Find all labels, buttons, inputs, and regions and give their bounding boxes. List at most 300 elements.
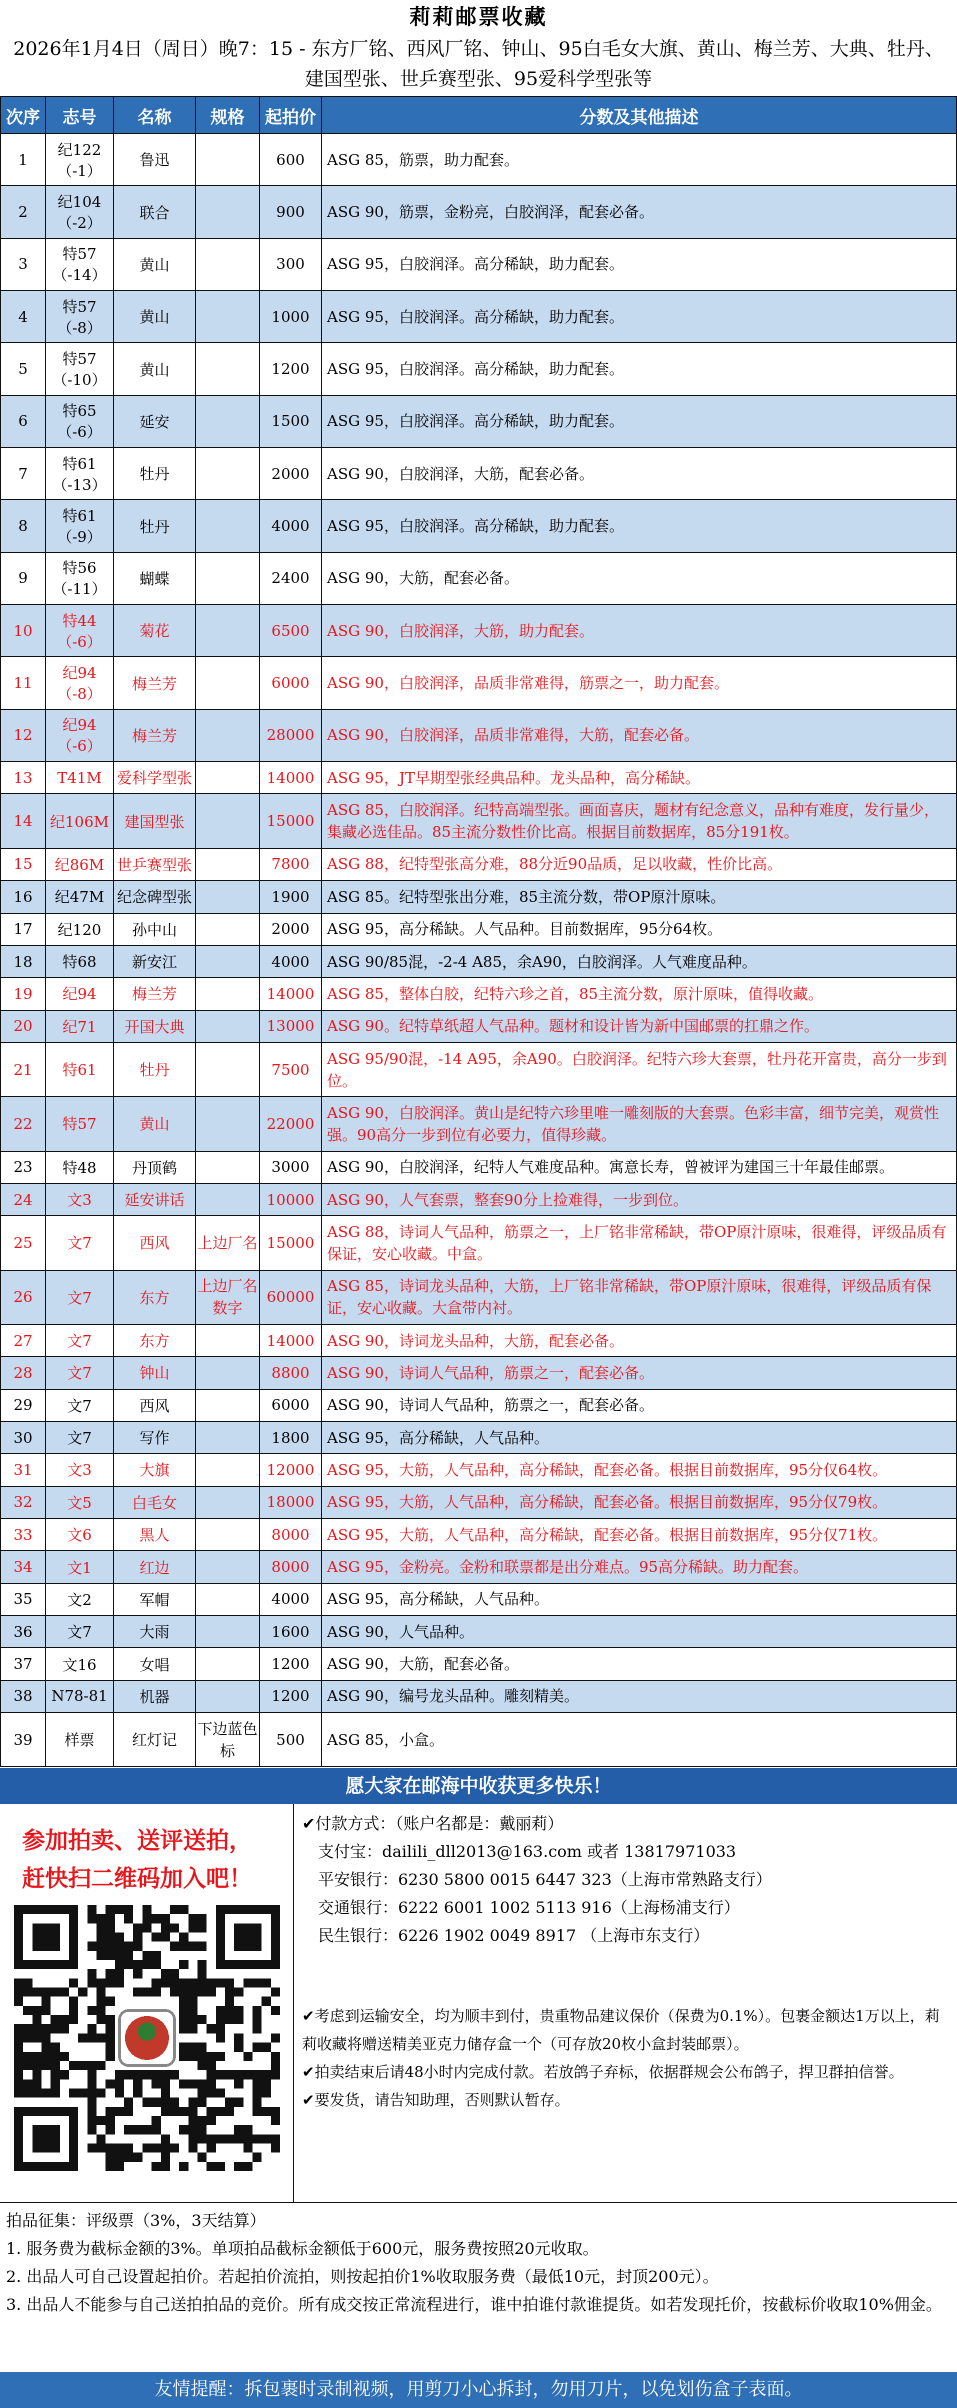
stamp-name: 牡丹 bbox=[114, 448, 196, 500]
table-row bbox=[1, 1713, 957, 1767]
stamp-spec bbox=[196, 657, 260, 709]
stamp-code: 特61 bbox=[46, 1042, 114, 1096]
grade-description: ASG 90，白胶润泽，大筋，助力配套。 bbox=[322, 605, 957, 657]
table-row bbox=[1, 762, 957, 794]
stamp-code: 纪94 bbox=[46, 978, 114, 1010]
stamp-spec bbox=[196, 1042, 260, 1096]
lot-number: 22 bbox=[1, 1097, 46, 1151]
grade-description: ASG 95，大筋，人气品种，高分稀缺，配套必备。根据目前数据库，95分仅79枚。 bbox=[322, 1486, 957, 1518]
stamp-spec bbox=[196, 709, 260, 761]
column-header: 志号 bbox=[46, 97, 114, 134]
starting-price: 1200 bbox=[260, 1648, 322, 1680]
grade-description: ASG 95，白胶润泽。高分稀缺，助力配套。 bbox=[322, 238, 957, 290]
stamp-name: 女唱 bbox=[114, 1648, 196, 1680]
note-item: ✔要发货，请告知助理，否则默认暂存。 bbox=[302, 2091, 570, 2109]
stamp-spec: 上边厂名 bbox=[196, 1216, 260, 1270]
stamp-code: 纪47M bbox=[46, 881, 114, 913]
stamp-spec: 上边厂名数字 bbox=[196, 1270, 260, 1324]
stamp-code: 纪94（-6） bbox=[46, 709, 114, 761]
stamp-code: 文3 bbox=[46, 1183, 114, 1215]
terms-item: 3. 出品人不能参与自己送拍拍品的竞价。所有成交按正常流程进行，谁中拍谁付款谁提货。如若发现托价，按截标价收取10%佣金。 bbox=[6, 2295, 942, 2314]
stamp-spec bbox=[196, 978, 260, 1010]
lot-number: 12 bbox=[1, 709, 46, 761]
join-panel bbox=[0, 1804, 294, 2202]
stamp-name: 菊花 bbox=[114, 605, 196, 657]
grade-description: ASG 90，大筋，配套必备。 bbox=[322, 552, 957, 604]
stamp-code: 文6 bbox=[46, 1519, 114, 1551]
stamp-name: 鲁迅 bbox=[114, 134, 196, 186]
lot-number: 33 bbox=[1, 1519, 46, 1551]
stamp-code: 文5 bbox=[46, 1486, 114, 1518]
lot-number: 2 bbox=[1, 186, 46, 238]
banner: 愿大家在邮海中收获更多快乐！ bbox=[0, 1768, 957, 1804]
stamp-name: 大旗 bbox=[114, 1454, 196, 1486]
stamp-name: 黄山 bbox=[114, 1097, 196, 1151]
grade-description: ASG 85，白胶润泽。纪特高端型张。画面喜庆，题材有纪念意义，品种有难度，发行量少，集藏必选佳品。85主流分数性价比高。根据目前数据库，85分191枚。 bbox=[322, 794, 957, 848]
stamp-code: 特57（-14） bbox=[46, 238, 114, 290]
stamp-spec bbox=[196, 1183, 260, 1215]
stamp-spec bbox=[196, 913, 260, 945]
table-row bbox=[1, 848, 957, 880]
lot-number: 8 bbox=[1, 500, 46, 552]
stamp-code: 文3 bbox=[46, 1454, 114, 1486]
lot-number: 30 bbox=[1, 1421, 46, 1453]
lot-number: 1 bbox=[1, 134, 46, 186]
terms-item: 2. 出品人可自己设置起拍价。若起拍价流拍，则按起拍价1%收取服务费（最低10元，封顶200元）。 bbox=[6, 2267, 719, 2286]
grade-description: ASG 90，诗词龙头品种，大筋，配套必备。 bbox=[322, 1324, 957, 1356]
payment-panel bbox=[294, 1804, 957, 2202]
starting-price: 6000 bbox=[260, 657, 322, 709]
starting-price: 600 bbox=[260, 134, 322, 186]
starting-price: 7500 bbox=[260, 1042, 322, 1096]
stamp-spec bbox=[196, 1097, 260, 1151]
stamp-code: 文1 bbox=[46, 1551, 114, 1583]
grade-description: ASG 95，JT早期型张经典品种。龙头品种，高分稀缺。 bbox=[322, 762, 957, 794]
starting-price: 14000 bbox=[260, 762, 322, 794]
terms-item: 1. 服务费为截标金额的3%。单项拍品截标金额低于600元，服务费按照20元收取。 bbox=[6, 2239, 599, 2258]
qr-code-image[interactable] bbox=[14, 1902, 280, 2174]
stamp-name: 白毛女 bbox=[114, 1486, 196, 1518]
grade-description: ASG 95，高分稀缺，人气品种。 bbox=[322, 1421, 957, 1453]
column-header: 名称 bbox=[114, 97, 196, 134]
table-row bbox=[1, 1097, 957, 1151]
grade-description: ASG 90，白胶润泽，品质非常难得，筋票之一，助力配套。 bbox=[322, 657, 957, 709]
table-row bbox=[1, 1010, 957, 1042]
stamp-name: 联合 bbox=[114, 186, 196, 238]
starting-price: 1800 bbox=[260, 1421, 322, 1453]
stamp-code: 样票 bbox=[46, 1713, 114, 1767]
starting-price: 1900 bbox=[260, 881, 322, 913]
table-row bbox=[1, 1151, 957, 1183]
lot-number: 38 bbox=[1, 1680, 46, 1712]
stamp-name: 黄山 bbox=[114, 238, 196, 290]
stamp-spec bbox=[196, 1324, 260, 1356]
table-row bbox=[1, 1389, 957, 1421]
stamp-code: 纪106M bbox=[46, 794, 114, 848]
starting-price: 8800 bbox=[260, 1357, 322, 1389]
stamp-name: 牡丹 bbox=[114, 500, 196, 552]
stamp-spec bbox=[196, 291, 260, 343]
table-row bbox=[1, 1421, 957, 1453]
stamp-name: 牡丹 bbox=[114, 1042, 196, 1096]
table-row bbox=[1, 1648, 957, 1680]
starting-price: 10000 bbox=[260, 1183, 322, 1215]
bank-account: 交通银行：6222 6001 1002 5113 916（上海杨浦支行） bbox=[318, 1898, 740, 1917]
lot-number: 9 bbox=[1, 552, 46, 604]
starting-price: 15000 bbox=[260, 794, 322, 848]
stamp-spec bbox=[196, 1519, 260, 1551]
stamp-code: 文7 bbox=[46, 1270, 114, 1324]
stamp-code: 文7 bbox=[46, 1216, 114, 1270]
stamp-code: 文7 bbox=[46, 1357, 114, 1389]
stamp-spec bbox=[196, 1680, 260, 1712]
stamp-spec bbox=[196, 945, 260, 977]
note-item: ✔拍卖结束后请48小时内完成付款。若放鸽子弃标，依据群规会公布鸽子，捍卫群拍信誉。 bbox=[302, 2063, 904, 2081]
table-row bbox=[1, 1519, 957, 1551]
lot-number: 37 bbox=[1, 1648, 46, 1680]
starting-price: 13000 bbox=[260, 1010, 322, 1042]
stamp-spec bbox=[196, 552, 260, 604]
table-row bbox=[1, 500, 957, 552]
lot-number: 18 bbox=[1, 945, 46, 977]
table-row bbox=[1, 1680, 957, 1712]
grade-description: ASG 85，整体白胶，纪特六珍之首，85主流分数，原汁原味，值得收藏。 bbox=[322, 978, 957, 1010]
stamp-code: 文16 bbox=[46, 1648, 114, 1680]
bank-account: 民生银行：6226 1902 0049 8917 （上海市东支行） bbox=[318, 1926, 710, 1945]
stamp-code: 文7 bbox=[46, 1324, 114, 1356]
stamp-spec bbox=[196, 881, 260, 913]
stamp-name: 世乒赛型张 bbox=[114, 848, 196, 880]
stamp-spec bbox=[196, 1583, 260, 1615]
grade-description: ASG 90，白胶润泽。黄山是纪特六珍里唯一雕刻版的大套票。色彩丰富，细节完美，观赏性强。90高分一步到位有必要力，值得珍藏。 bbox=[322, 1097, 957, 1151]
stamp-code: 文2 bbox=[46, 1583, 114, 1615]
grade-description: ASG 90，筋票，金粉亮，白胶润泽，配套必备。 bbox=[322, 186, 957, 238]
stamp-spec bbox=[196, 1151, 260, 1183]
starting-price: 3000 bbox=[260, 1151, 322, 1183]
grade-description: ASG 90，编号龙头品种。雕刻精美。 bbox=[322, 1680, 957, 1712]
lot-number: 36 bbox=[1, 1616, 46, 1648]
grade-description: ASG 90，人气品种。 bbox=[322, 1616, 957, 1648]
starting-price: 1500 bbox=[260, 395, 322, 447]
stamp-name: 东方 bbox=[114, 1324, 196, 1356]
grade-description: ASG 95，大筋，人气品种，高分稀缺，配套必备。根据目前数据库，95分仅71枚。 bbox=[322, 1519, 957, 1551]
table-row bbox=[1, 794, 957, 848]
grade-description: ASG 85。纪特型张出分难，85主流分数，带OP原汁原味。 bbox=[322, 881, 957, 913]
starting-price: 14000 bbox=[260, 978, 322, 1010]
stamp-name: 机器 bbox=[114, 1680, 196, 1712]
stamp-spec bbox=[196, 500, 260, 552]
starting-price: 60000 bbox=[260, 1270, 322, 1324]
grade-description: ASG 95，白胶润泽。高分稀缺，助力配套。 bbox=[322, 500, 957, 552]
lot-number: 26 bbox=[1, 1270, 46, 1324]
stamp-code: 特57（-10） bbox=[46, 343, 114, 395]
table-row bbox=[1, 1486, 957, 1518]
stamp-name: 写作 bbox=[114, 1421, 196, 1453]
header bbox=[0, 0, 957, 96]
grade-description: ASG 90，大筋，配套必备。 bbox=[322, 1648, 957, 1680]
lot-number: 19 bbox=[1, 978, 46, 1010]
table-row bbox=[1, 1270, 957, 1324]
grade-description: ASG 95，白胶润泽。高分稀缺，助力配套。 bbox=[322, 291, 957, 343]
table-body bbox=[1, 134, 957, 1767]
table-header-row bbox=[1, 97, 957, 134]
stamp-code: 特57（-8） bbox=[46, 291, 114, 343]
starting-price: 2400 bbox=[260, 552, 322, 604]
shipping-notes bbox=[302, 2002, 952, 2114]
table-row bbox=[1, 605, 957, 657]
stamp-name: 东方 bbox=[114, 1270, 196, 1324]
grade-description: ASG 85，筋票，助力配套。 bbox=[322, 134, 957, 186]
starting-price: 2000 bbox=[260, 448, 322, 500]
table-row bbox=[1, 881, 957, 913]
table-row bbox=[1, 657, 957, 709]
stamp-spec bbox=[196, 1551, 260, 1583]
auction-table bbox=[0, 96, 957, 1767]
starting-price: 7800 bbox=[260, 848, 322, 880]
starting-price: 900 bbox=[260, 186, 322, 238]
stamp-code: 文7 bbox=[46, 1389, 114, 1421]
grade-description: ASG 90，白胶润泽，纪特人气难度品种。寓意长寿，曾被评为建国三十年最佳邮票。 bbox=[322, 1151, 957, 1183]
table-row bbox=[1, 1324, 957, 1356]
starting-price: 8000 bbox=[260, 1519, 322, 1551]
stamp-spec bbox=[196, 1486, 260, 1518]
grade-description: ASG 95，高分稀缺。人气品种。目前数据库，95分64枚。 bbox=[322, 913, 957, 945]
stamp-code: 特61（-13） bbox=[46, 448, 114, 500]
lot-number: 29 bbox=[1, 1389, 46, 1421]
stamp-spec bbox=[196, 448, 260, 500]
starting-price: 4000 bbox=[260, 945, 322, 977]
bank-account: 平安银行：6230 5800 0015 6447 323（上海市常熟路支行） bbox=[318, 1870, 772, 1889]
stamp-name: 大雨 bbox=[114, 1616, 196, 1648]
lot-number: 21 bbox=[1, 1042, 46, 1096]
table-row bbox=[1, 1357, 957, 1389]
stamp-name: 延安讲话 bbox=[114, 1183, 196, 1215]
grade-description: ASG 85，诗词龙头品种，大筋，上厂铭非常稀缺，带OP原汁原味，很难得，评级品质有保证，安心收藏。大盒带内衬。 bbox=[322, 1270, 957, 1324]
lot-number: 20 bbox=[1, 1010, 46, 1042]
grade-description: ASG 88，诗词人气品种，筋票之一，上厂铭非常稀缺，带OP原汁原味，很难得，评级品质有保证，安心收藏。中盒。 bbox=[322, 1216, 957, 1270]
starting-price: 2000 bbox=[260, 913, 322, 945]
starting-price: 4000 bbox=[260, 1583, 322, 1615]
stamp-name: 梅兰芳 bbox=[114, 657, 196, 709]
table-row bbox=[1, 552, 957, 604]
grade-description: ASG 90/85混，-2-4 A85，余A90，白胶润泽。人气难度品种。 bbox=[322, 945, 957, 977]
grade-description: ASG 95，白胶润泽。高分稀缺，助力配套。 bbox=[322, 343, 957, 395]
table-row bbox=[1, 1616, 957, 1648]
stamp-code: 纪120 bbox=[46, 913, 114, 945]
grade-description: ASG 95，大筋，人气品种，高分稀缺，配套必备。根据目前数据库，95分仅64枚。 bbox=[322, 1454, 957, 1486]
lot-number: 6 bbox=[1, 395, 46, 447]
grade-description: ASG 90，诗词人气品种，筋票之一，配套必备。 bbox=[322, 1357, 957, 1389]
stamp-code: 特44（-6） bbox=[46, 605, 114, 657]
table-row bbox=[1, 978, 957, 1010]
table-row bbox=[1, 1216, 957, 1270]
note-item: ✔考虑到运输安全，均为顺丰到付，贵重物品建议保价（保费为0.1%）。包裹金额达1万以上，莉莉收藏将赠送精美亚克力储存盒一个（可存放20枚小盒封装邮票）。 bbox=[302, 2007, 940, 2053]
starting-price: 28000 bbox=[260, 709, 322, 761]
starting-price: 15000 bbox=[260, 1216, 322, 1270]
grade-description: ASG 95，白胶润泽。高分稀缺，助力配套。 bbox=[322, 395, 957, 447]
stamp-spec bbox=[196, 605, 260, 657]
lot-number: 32 bbox=[1, 1486, 46, 1518]
lot-number: 16 bbox=[1, 881, 46, 913]
stamp-spec bbox=[196, 343, 260, 395]
stamp-name: 西风 bbox=[114, 1389, 196, 1421]
stamp-name: 红灯记 bbox=[114, 1713, 196, 1767]
column-header: 分数及其他描述 bbox=[322, 97, 957, 134]
page-title: 莉莉邮票收藏 bbox=[409, 4, 548, 29]
table-row bbox=[1, 238, 957, 290]
alipay-account: 支付宝：dailili_dll2013@163.com 或者 13817971033 bbox=[318, 1842, 737, 1861]
stamp-spec bbox=[196, 1010, 260, 1042]
grade-description: ASG 95，金粉亮。金粉和联票都是出分难点。95高分稀缺。助力配套。 bbox=[322, 1551, 957, 1583]
table-row bbox=[1, 945, 957, 977]
payment-title: ✔付款方式：（账户名都是：戴丽莉） bbox=[302, 1814, 564, 1833]
starting-price: 300 bbox=[260, 238, 322, 290]
stamp-spec bbox=[196, 1389, 260, 1421]
stamp-name: 梅兰芳 bbox=[114, 709, 196, 761]
stamp-code: 文7 bbox=[46, 1421, 114, 1453]
stamp-name: 西风 bbox=[114, 1216, 196, 1270]
starting-price: 6000 bbox=[260, 1389, 322, 1421]
lot-number: 39 bbox=[1, 1713, 46, 1767]
lot-number: 11 bbox=[1, 657, 46, 709]
payment-info bbox=[294, 1804, 957, 1950]
consignment-terms bbox=[0, 2202, 957, 2372]
lot-number: 5 bbox=[1, 343, 46, 395]
table-row bbox=[1, 448, 957, 500]
stamp-code: 纪104（-2） bbox=[46, 186, 114, 238]
stamp-code: 特48 bbox=[46, 1151, 114, 1183]
lot-number: 31 bbox=[1, 1454, 46, 1486]
stamp-spec bbox=[196, 1454, 260, 1486]
table-row bbox=[1, 291, 957, 343]
stamp-spec bbox=[196, 848, 260, 880]
grade-description: ASG 95，高分稀缺，人气品种。 bbox=[322, 1583, 957, 1615]
table-row bbox=[1, 134, 957, 186]
table-row bbox=[1, 1454, 957, 1486]
terms-title: 拍品征集：评级票（3%，3天结算） bbox=[6, 2211, 266, 2230]
column-header: 规格 bbox=[196, 97, 260, 134]
stamp-name: 钟山 bbox=[114, 1357, 196, 1389]
join-text bbox=[0, 1804, 293, 1898]
starting-price: 4000 bbox=[260, 500, 322, 552]
grade-description: ASG 95/90混，-14 A95，余A90。白胶润泽。纪特六珍大套票，牡丹花开富贵，高分一步到位。 bbox=[322, 1042, 957, 1096]
stamp-name: 孙中山 bbox=[114, 913, 196, 945]
grade-description: ASG 90，白胶润泽，大筋，配套必备。 bbox=[322, 448, 957, 500]
stamp-code: 特61（-9） bbox=[46, 500, 114, 552]
stamp-spec: 下边蓝色标 bbox=[196, 1713, 260, 1767]
lot-number: 7 bbox=[1, 448, 46, 500]
stamp-name: 开国大典 bbox=[114, 1010, 196, 1042]
table-row bbox=[1, 186, 957, 238]
stamp-spec bbox=[196, 134, 260, 186]
starting-price: 1000 bbox=[260, 291, 322, 343]
join-line: 赶快扫二维码加入吧！ bbox=[22, 1865, 252, 1892]
stamp-code: N78-81 bbox=[46, 1680, 114, 1712]
lot-number: 27 bbox=[1, 1324, 46, 1356]
stamp-code: 纪86M bbox=[46, 848, 114, 880]
table-row bbox=[1, 1551, 957, 1583]
stamp-name: 黄山 bbox=[114, 291, 196, 343]
stamp-name: 军帽 bbox=[114, 1583, 196, 1615]
table-row bbox=[1, 1583, 957, 1615]
stamp-spec bbox=[196, 186, 260, 238]
starting-price: 500 bbox=[260, 1713, 322, 1767]
stamp-code: 特57 bbox=[46, 1097, 114, 1151]
starting-price: 8000 bbox=[260, 1551, 322, 1583]
stamp-name: 黄山 bbox=[114, 343, 196, 395]
lot-number: 13 bbox=[1, 762, 46, 794]
stamp-code: 纪94（-8） bbox=[46, 657, 114, 709]
stamp-name: 梅兰芳 bbox=[114, 978, 196, 1010]
stamp-name: 丹顶鹤 bbox=[114, 1151, 196, 1183]
stamp-spec bbox=[196, 1357, 260, 1389]
starting-price: 1200 bbox=[260, 343, 322, 395]
stamp-spec bbox=[196, 238, 260, 290]
table-row bbox=[1, 1183, 957, 1215]
stamp-spec bbox=[196, 794, 260, 848]
stamp-name: 蝴蝶 bbox=[114, 552, 196, 604]
starting-price: 14000 bbox=[260, 1324, 322, 1356]
table-row bbox=[1, 395, 957, 447]
stamp-code: 特56（-11） bbox=[46, 552, 114, 604]
stamp-spec bbox=[196, 1421, 260, 1453]
stamp-name: 红边 bbox=[114, 1551, 196, 1583]
stamp-code: T41M bbox=[46, 762, 114, 794]
stamp-code: 纪122（-1） bbox=[46, 134, 114, 186]
stamp-spec bbox=[196, 1616, 260, 1648]
footer-reminder: 友情提醒：拆包裹时录制视频，用剪刀小心拆封，勿用刀片，以免划伤盒子表面。 bbox=[0, 2372, 957, 2408]
stamp-name: 建国型张 bbox=[114, 794, 196, 848]
grade-description: ASG 90，人气套票，整套90分上捡难得，一步到位。 bbox=[322, 1183, 957, 1215]
starting-price: 1600 bbox=[260, 1616, 322, 1648]
table-row bbox=[1, 1042, 957, 1096]
lot-number: 15 bbox=[1, 848, 46, 880]
column-header: 次序 bbox=[1, 97, 46, 134]
starting-price: 6500 bbox=[260, 605, 322, 657]
starting-price: 12000 bbox=[260, 1454, 322, 1486]
stamp-spec bbox=[196, 1648, 260, 1680]
stamp-name: 延安 bbox=[114, 395, 196, 447]
grade-description: ASG 90，诗词人气品种，筋票之一，配套必备。 bbox=[322, 1389, 957, 1421]
starting-price: 18000 bbox=[260, 1486, 322, 1518]
join-line: 参加拍卖、送评送拍， bbox=[22, 1827, 252, 1854]
stamp-code: 文7 bbox=[46, 1616, 114, 1648]
stamp-name: 纪念碑型张 bbox=[114, 881, 196, 913]
stamp-code: 纪71 bbox=[46, 1010, 114, 1042]
lot-number: 35 bbox=[1, 1583, 46, 1615]
lot-number: 10 bbox=[1, 605, 46, 657]
lot-number: 23 bbox=[1, 1151, 46, 1183]
stamp-name: 爱科学型张 bbox=[114, 762, 196, 794]
table-row bbox=[1, 709, 957, 761]
stamp-spec bbox=[196, 395, 260, 447]
stamp-name: 新安江 bbox=[114, 945, 196, 977]
column-header: 起拍价 bbox=[260, 97, 322, 134]
starting-price: 22000 bbox=[260, 1097, 322, 1151]
lot-number: 25 bbox=[1, 1216, 46, 1270]
stamp-code: 特68 bbox=[46, 945, 114, 977]
stamp-code: 特65（-6） bbox=[46, 395, 114, 447]
starting-price: 1200 bbox=[260, 1680, 322, 1712]
lot-number: 4 bbox=[1, 291, 46, 343]
lot-number: 14 bbox=[1, 794, 46, 848]
lot-number: 24 bbox=[1, 1183, 46, 1215]
auction-subtitle: 2026年1月4日（周日）晚7：15 - 东方厂铭、西风厂铭、钟山、95白毛女大旗、黄山、梅兰芳、大典、牡丹、建国型张、世乒赛型张、95爱科学型张等 bbox=[13, 38, 944, 90]
lot-number: 34 bbox=[1, 1551, 46, 1583]
lot-number: 28 bbox=[1, 1357, 46, 1389]
lot-number: 3 bbox=[1, 238, 46, 290]
grade-description: ASG 88，纪特型张高分难，88分近90品质，足以收藏，性价比高。 bbox=[322, 848, 957, 880]
